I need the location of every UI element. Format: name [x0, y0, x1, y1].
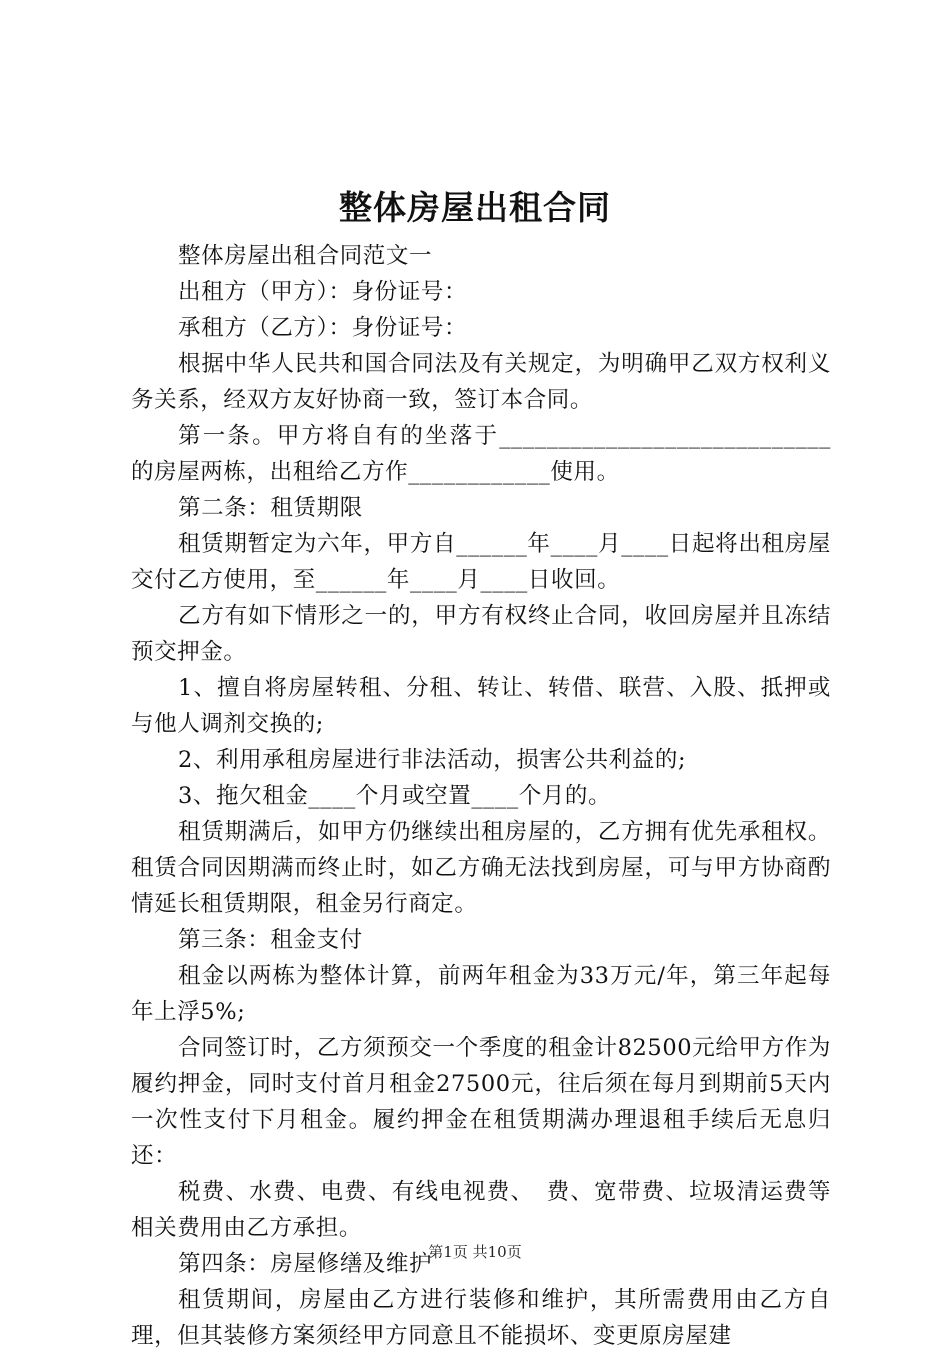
paragraph-termination: 乙方有如下情形之一的，甲方有权终止合同，收回房屋并且冻结预交押金。	[131, 603, 831, 665]
heading-article-2: 第二条：租赁期限	[178, 495, 363, 521]
paragraph-preamble: 根据中华人民共和国合同法及有关规定，为明确甲乙双方权利义务关系，经双方友好协商一致，签订本合同。	[131, 351, 831, 413]
document-body	[131, 238, 831, 1354]
page-footer: 第1页 共10页	[428, 1243, 522, 1261]
paragraph-fees: 税费、水费、电费、有线电视费、 费、宽带费、垃圾清运费等相关费用由乙方承担。	[131, 1179, 831, 1241]
paragraph-renewal: 租赁期满后，如甲方仍继续出租房屋的，乙方拥有优先承租权。租赁合同因期满而终止时，如乙方确无法找到房屋，可与甲方协商酌情延长租赁期限，租金另行商定。	[131, 819, 831, 917]
paragraph-subtitle: 整体房屋出租合同范文一	[178, 243, 433, 269]
paragraph-lessee: 承租方（乙方）：身份证号：	[178, 315, 468, 341]
paragraph-deposit: 合同签订时，乙方须预交一个季度的租金计82500元给甲方作为履约押金，同时支付首月租金27500元，往后须在每月到期前5天内一次性支付下月租金。履约押金在租赁期满办理退租手续后无息归还：	[131, 1035, 831, 1169]
list-item-3: 3、拖欠租金____个月或空置____个月的。	[178, 783, 612, 809]
paragraph-lease-term: 租赁期暂定为六年，甲方自______年____月____日起将出租房屋交付乙方使用，至______年____月____日收回。	[131, 531, 831, 593]
list-item-2: 2、利用承租房屋进行非法活动，损害公共利益的;	[178, 747, 687, 773]
paragraph-article-1: 第一条。甲方将自有的坐落于____________________________的房屋两栋，出租给乙方作____________使用。	[131, 423, 831, 485]
heading-article-4: 第四条：房屋修缮及维护	[178, 1251, 433, 1277]
document-title: 整体房屋出租合同	[339, 188, 611, 227]
paragraph-rent-amount: 租金以两栋为整体计算，前两年租金为33万元/年，第三年起每年上浮5%;	[131, 963, 831, 1025]
paragraph-maintenance: 租赁期间，房屋由乙方进行装修和维护，其所需费用由乙方自理，但其装修方案须经甲方同意且不能损坏、变更原房屋建	[131, 1287, 831, 1349]
heading-article-3: 第三条：租金支付	[178, 927, 363, 953]
list-item-1: 1、擅自将房屋转租、分租、转让、转借、联营、入股、抵押或与他人调剂交换的;	[131, 675, 831, 737]
paragraph-lessor: 出租方（甲方）：身份证号：	[178, 279, 468, 305]
